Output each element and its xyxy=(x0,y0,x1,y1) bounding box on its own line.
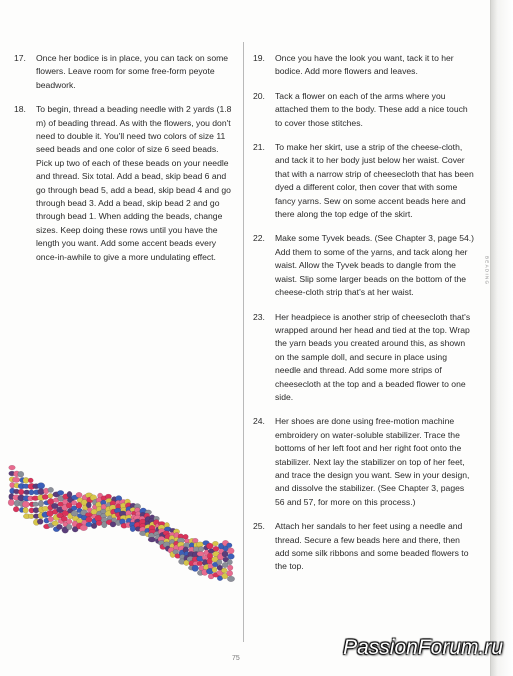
step-18 xyxy=(14,103,236,264)
seed-bead xyxy=(57,490,64,495)
seed-bead xyxy=(57,524,63,529)
step-number: 23. xyxy=(253,311,265,322)
seed-bead xyxy=(37,519,43,525)
seed-bead xyxy=(213,546,219,551)
beadwork-photo xyxy=(6,454,238,604)
step-20 xyxy=(253,90,475,130)
seed-bead xyxy=(110,522,116,527)
seed-bead xyxy=(18,471,24,477)
step-text: Once you have the look you want, tack it to her bodice. Add more flowers and leaves. xyxy=(275,53,454,77)
seed-bead xyxy=(228,554,235,560)
step-text: Her headpiece is another strip of cheesecloth that's wrapped around her head and tied at the top. Wrap the yarn beads you created around this, as shown on the sample doll, and secure in place using needle and thread. Add some more strips of cheesecloth at the top and a beaded flower to one side. xyxy=(275,311,471,402)
seed-bead xyxy=(23,507,29,513)
step-text: Once her bodice is in place, you can tack on some flowers. Leave room for some free-form peyote beadwork. xyxy=(36,53,229,90)
seed-bead xyxy=(227,543,233,548)
step-24 xyxy=(253,415,475,509)
seed-bead xyxy=(86,517,93,523)
step-number: 24. xyxy=(253,416,265,427)
step-text: Her shoes are done using free-motion machine embroidery on water-soluble stabilizer. Trace the bottoms of her left foot and her right foot onto the stabilizer. Next lay the stabilizer on top of her feet, and trace the design you want. Sew in your design, and dissolve the stabilizer. (See Chapter 3, pages 56 and 57, for more on this process.) xyxy=(275,416,470,507)
seed-bead xyxy=(192,565,199,571)
seed-bead xyxy=(9,465,16,470)
side-tab-label: BEADING xyxy=(484,256,490,286)
step-number: 20. xyxy=(253,90,265,101)
seed-bead xyxy=(148,537,156,542)
step-number: 22. xyxy=(253,233,265,244)
seed-bead xyxy=(212,567,217,572)
seed-bead xyxy=(197,561,203,566)
step-number: 18. xyxy=(14,104,26,115)
seed-bead xyxy=(86,502,91,508)
step-25 xyxy=(253,520,475,574)
page-edge-shadow xyxy=(491,0,513,676)
step-19 xyxy=(253,52,475,79)
seed-bead xyxy=(18,489,24,495)
seed-bead xyxy=(13,506,19,512)
seed-bead xyxy=(12,477,20,482)
seed-bead xyxy=(222,551,228,557)
seed-bead xyxy=(198,547,204,552)
seed-bead xyxy=(227,560,232,565)
seed-bead xyxy=(37,483,45,489)
seed-bead xyxy=(66,524,72,530)
seed-bead xyxy=(38,500,43,507)
step-text: Tack a flower on each of the arms where you attached them to the body. These add a nice touch to cover those stitches. xyxy=(275,90,468,128)
step-number: 17. xyxy=(14,53,26,63)
step-number: 25. xyxy=(253,521,265,532)
seed-bead xyxy=(48,517,54,522)
seed-bead xyxy=(48,487,54,492)
seed-bead xyxy=(217,560,222,565)
seed-bead xyxy=(227,570,233,576)
seed-bead xyxy=(227,548,234,554)
step-21 xyxy=(253,141,475,221)
seed-bead xyxy=(28,478,33,483)
watermark: PassionForum.ru xyxy=(343,636,503,659)
seed-bead xyxy=(227,576,234,582)
step-text: Make some Tyvek beads. (See Chapter 3, page 54.) Add them to some of the yarns, and tack along her waist. Allow the Tyvek beads to dangle from the waist. Slip some larger beads on the bottom of the cheese-cloth strip that's at her waist. xyxy=(275,233,475,298)
step-text: Attach her sandals to her feet using a needle and thread. Secure a few beads here and there, then add some silk ribbons and some beaded flowers to the top. xyxy=(275,521,469,572)
left-column xyxy=(14,52,236,275)
right-column xyxy=(253,52,475,585)
step-17 xyxy=(14,52,236,92)
peyote-beadwork-strip xyxy=(8,465,235,582)
seed-bead xyxy=(221,568,227,573)
seed-bead xyxy=(42,494,48,499)
step-23 xyxy=(253,311,475,405)
step-text: To begin, thread a beading needle with 2 yards (1.8 m) of beading thread. As with the flowers, you don't need to double it. You'll need two colors of size 11 seed beads and one color of size 6 seed beads. Pick up two of each of these beads on your needle and thread. Six total. Add a bead, skip bead 6 and go through bead 5, add a bead, skip bead 4 and go through bead 3. Add a bead, skip bead 2 and go through bead 1. When adding the beads, change sizes. Keep doing these rows until you have the length you want. Add some accent beads every once-in-awhile to give a more undulating effect. xyxy=(36,104,232,262)
column-divider xyxy=(243,42,244,642)
seed-bead xyxy=(76,492,82,497)
page-number: 75 xyxy=(232,655,240,662)
seed-bead xyxy=(66,519,72,524)
chapter-side-tab xyxy=(481,254,493,288)
seed-bead xyxy=(227,565,233,570)
step-text: To make her skirt, use a strip of the cheese-cloth, and tack it to her body just below her waist. Cover that with a narrow strip of cheesecloth that has been dyed a different color, then cover that with some fancy yarns. Sew on some accent beads here and there along the top edge of the skirt. xyxy=(275,142,474,220)
step-number: 19. xyxy=(253,53,265,63)
step-number: 21. xyxy=(253,142,265,153)
step-22 xyxy=(253,232,475,299)
seed-bead xyxy=(48,493,53,498)
seed-bead xyxy=(33,502,39,507)
seed-bead xyxy=(8,499,14,506)
seed-bead xyxy=(22,501,29,507)
seed-bead xyxy=(212,541,218,546)
